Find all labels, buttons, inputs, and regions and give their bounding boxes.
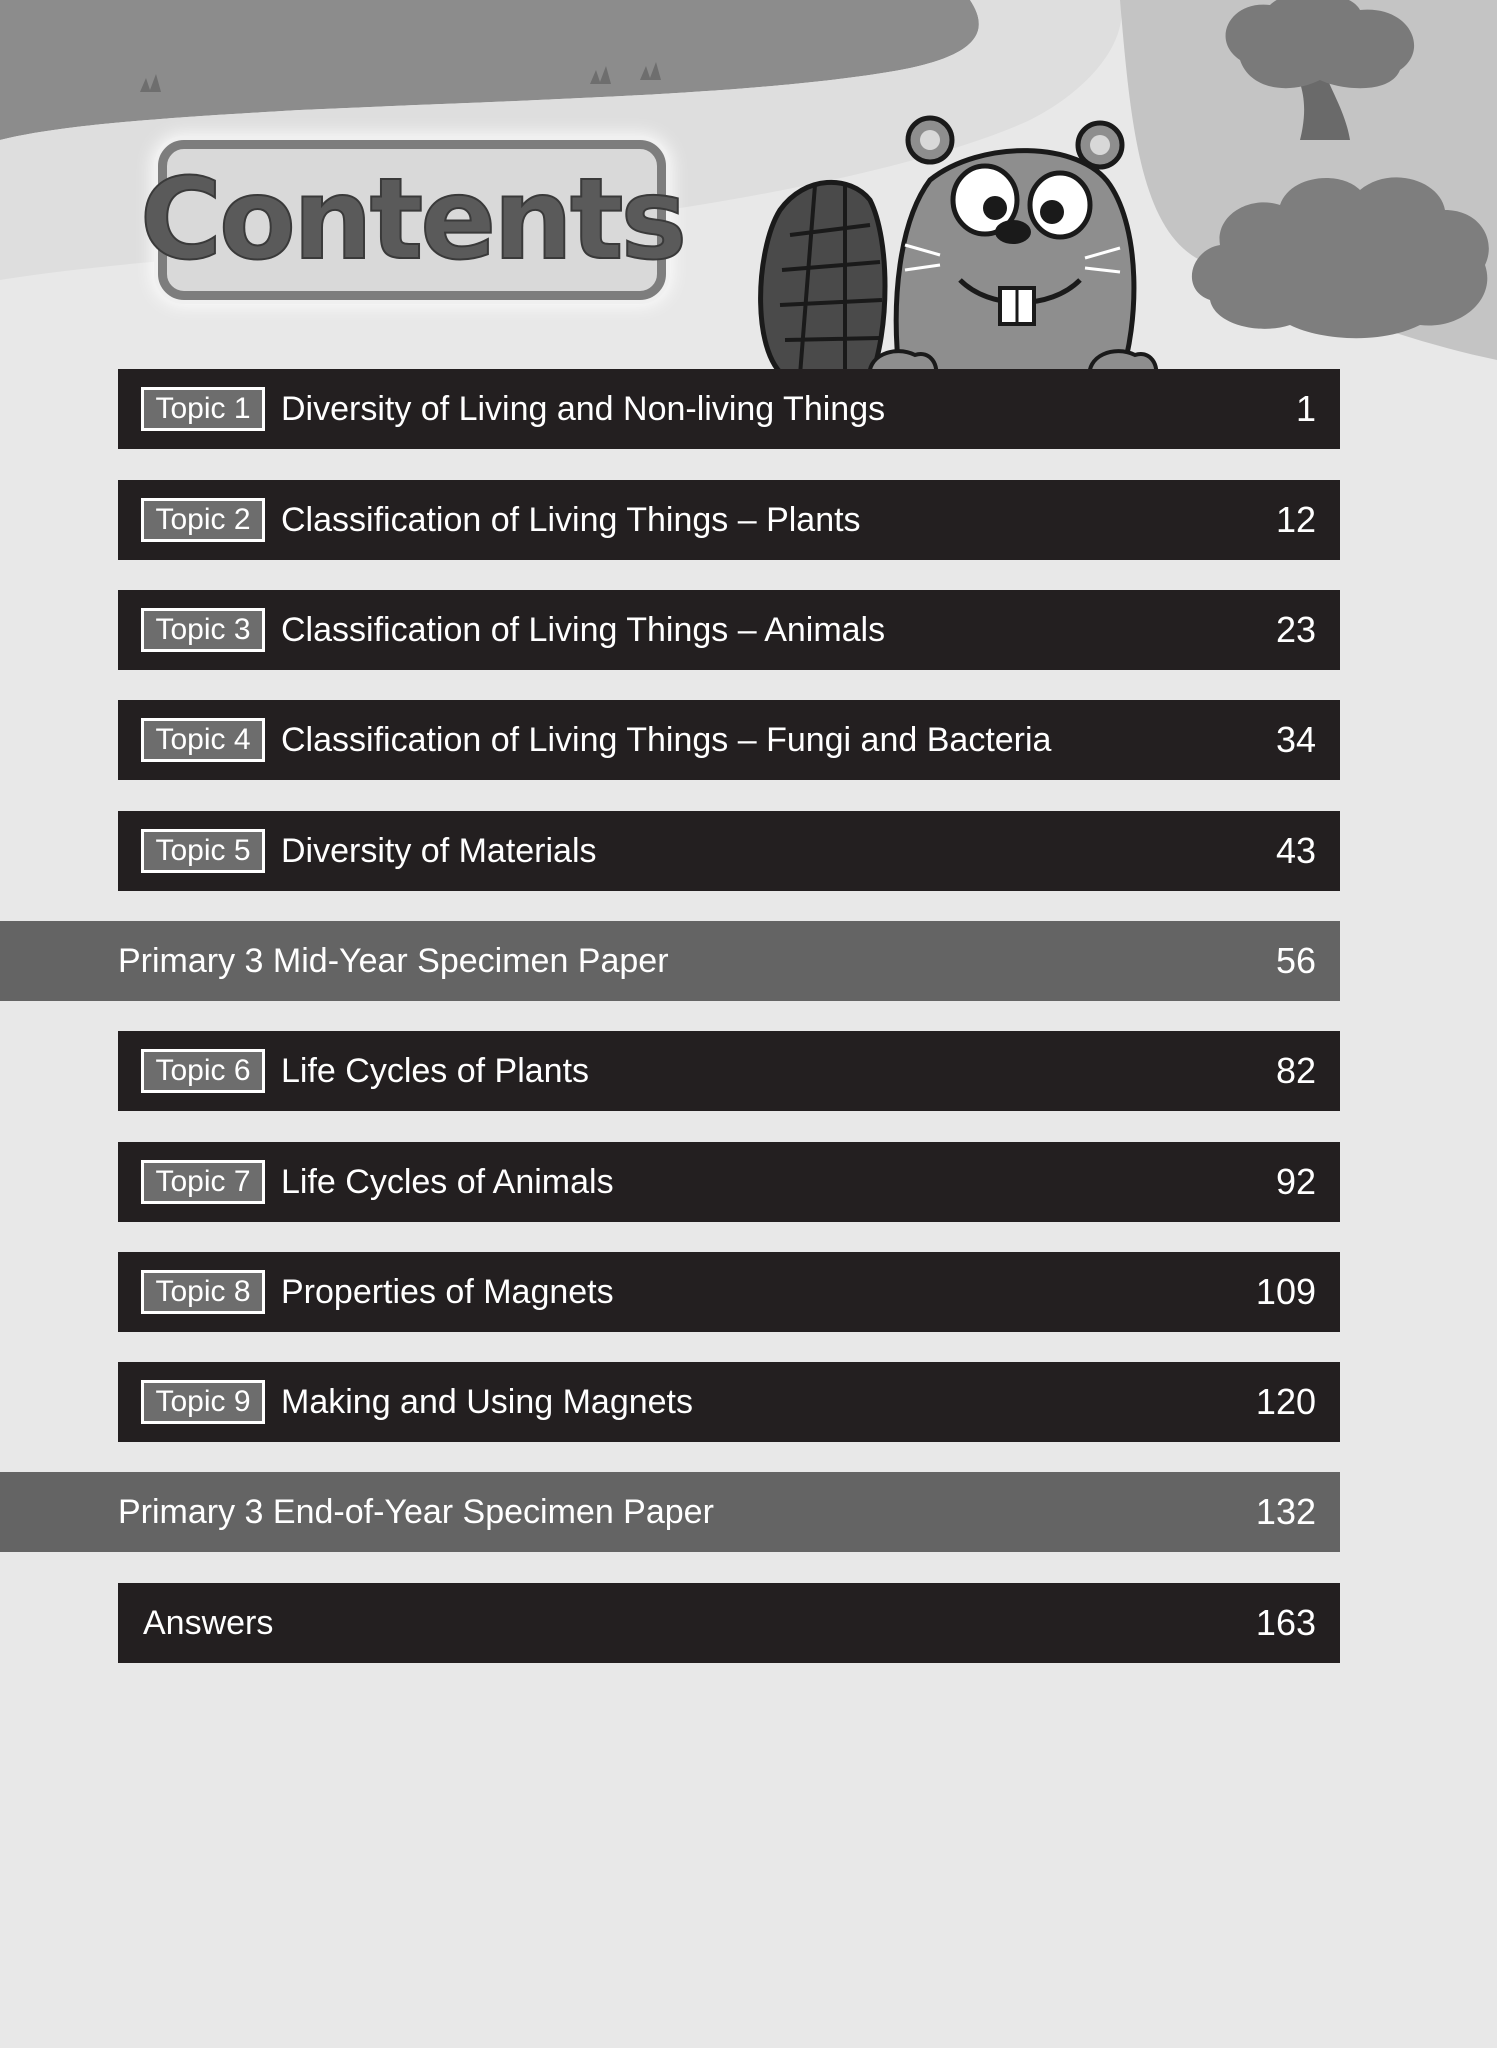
topic-badge: Topic 7 — [141, 1160, 265, 1204]
entry-title: Answers — [143, 1603, 274, 1642]
entry-title: Classification of Living Things – Fungi and Bacteria — [281, 720, 1052, 759]
toc-entry-end-of-year-paper[interactable] — [0, 1472, 1340, 1552]
page-number: 163 — [1255, 1602, 1316, 1643]
page-number: 1 — [1295, 388, 1316, 429]
topic-badge: Topic 6 — [141, 1049, 265, 1093]
toc-entry-topic-3[interactable] — [118, 590, 1340, 670]
entry-title: Diversity of Living and Non-living Things — [281, 389, 886, 428]
entry-title: Primary 3 Mid-Year Specimen Paper — [118, 941, 669, 980]
entry-title: Diversity of Materials — [281, 831, 597, 870]
page-number: 43 — [1275, 830, 1316, 871]
toc-entry-topic-8[interactable] — [118, 1252, 1340, 1332]
page-number: 120 — [1255, 1381, 1316, 1422]
topic-badge: Topic 3 — [141, 608, 265, 652]
page-number: 92 — [1275, 1161, 1316, 1202]
topic-badge: Topic 2 — [141, 498, 265, 542]
topic-badge: Topic 9 — [141, 1380, 265, 1424]
entry-title: Classification of Living Things – Plants — [281, 500, 861, 539]
toc-entry-topic-6[interactable] — [118, 1031, 1340, 1111]
page-number: 23 — [1275, 609, 1316, 650]
toc-entry-mid-year-paper[interactable] — [0, 921, 1340, 1001]
topic-badge: Topic 4 — [141, 718, 265, 762]
toc-entry-topic-7[interactable] — [118, 1142, 1340, 1222]
entry-title: Life Cycles of Plants — [281, 1051, 590, 1090]
entry-title: Properties of Magnets — [281, 1272, 614, 1311]
topic-badge: Topic 1 — [141, 387, 265, 431]
entry-title: Making and Using Magnets — [281, 1382, 694, 1421]
toc-entry-topic-2[interactable] — [118, 480, 1340, 560]
page-number: 132 — [1255, 1491, 1316, 1532]
entry-title: Primary 3 End-of-Year Specimen Paper — [118, 1492, 714, 1531]
page-number: 56 — [1275, 940, 1316, 981]
page-title: Contents — [139, 155, 685, 285]
page-number: 82 — [1275, 1050, 1316, 1091]
page-number: 109 — [1255, 1271, 1316, 1312]
toc-entry-answers[interactable] — [118, 1583, 1340, 1663]
page-number: 12 — [1275, 499, 1316, 540]
toc-entry-topic-1[interactable] — [118, 369, 1340, 449]
topic-badge: Topic 8 — [141, 1270, 265, 1314]
entry-title: Classification of Living Things – Animals — [281, 610, 886, 649]
toc-entry-topic-5[interactable] — [118, 811, 1340, 891]
toc-entry-topic-9[interactable] — [118, 1362, 1340, 1442]
page-number: 34 — [1275, 719, 1316, 760]
entry-title: Life Cycles of Animals — [281, 1162, 614, 1201]
toc-entry-topic-4[interactable] — [118, 700, 1340, 780]
topic-badge: Topic 5 — [141, 829, 265, 873]
contents-title-box — [139, 140, 685, 300]
